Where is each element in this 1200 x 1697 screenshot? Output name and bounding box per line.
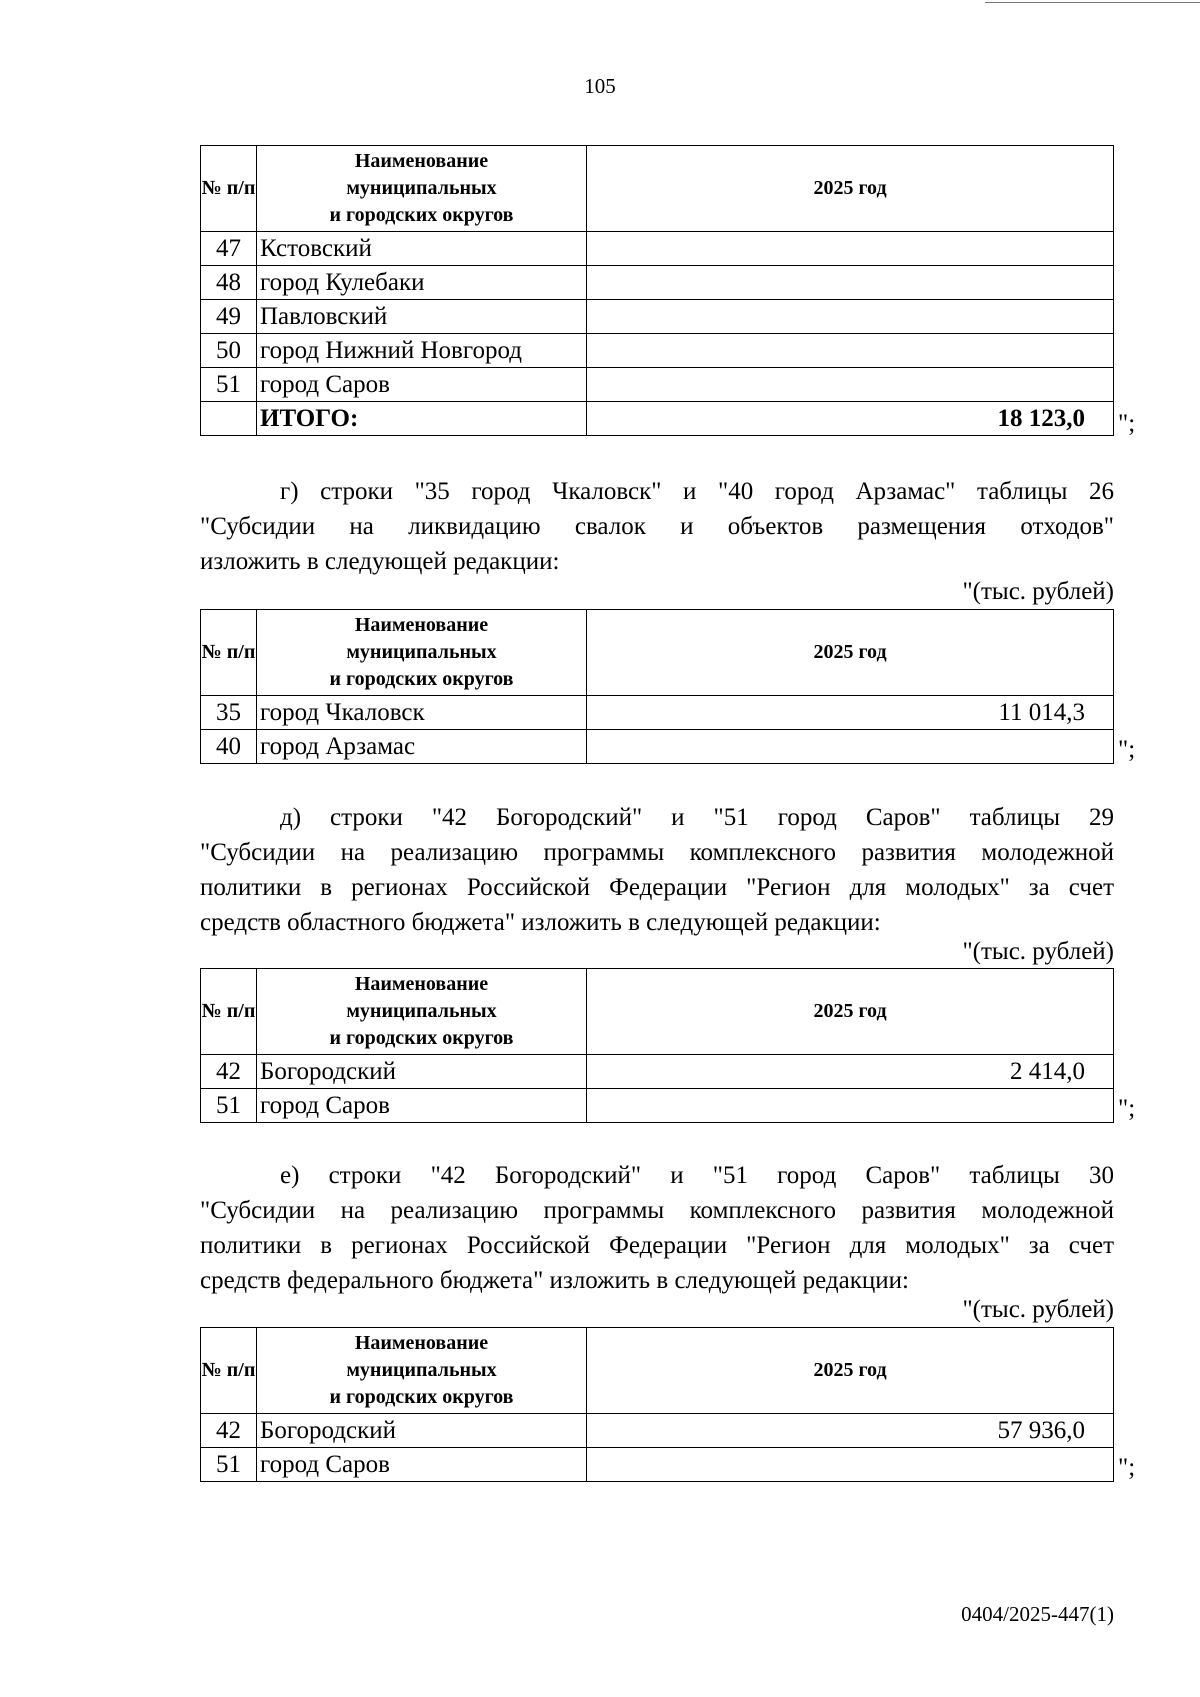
header-num: № п/п xyxy=(201,146,257,232)
total-row xyxy=(201,402,1114,436)
paragraph-e: е) строки "42 Богородский" и "51 город Саров" таблицы 30 "Субсидии на реализацию программы комплексного развития молодежной политики в регионах Российской Федерации "Регион для молодых" за счет средств федерального бюджета" изложить в следующей редакции: xyxy=(200,1162,1114,1294)
header-name: Наименование муниципальных и городских округов xyxy=(257,1328,587,1414)
header-num: № п/п xyxy=(201,1328,257,1414)
table-row: 42 Богородский 2 414,0 xyxy=(201,1055,1114,1089)
header-year: 2025 год xyxy=(587,1328,1114,1414)
header-year: 2025 год xyxy=(587,610,1114,696)
close-quote: "; xyxy=(1118,1095,1136,1122)
paragraph-d: д) строки "42 Богородский" и "51 город Саров" таблицы 29 "Субсидии на реализацию программы комплексного развития молодежной политики в регионах Российской Федерации "Регион для молодых" за счет средств областного бюджета" изложить в следующей редакции: xyxy=(200,804,1114,936)
header-name: Наименование муниципальных и городских округов xyxy=(257,610,587,696)
close-quote: "; xyxy=(1118,410,1136,437)
close-quote: "; xyxy=(1118,1454,1136,1481)
units-label: "(тыс. рублей) xyxy=(962,578,1114,605)
table-row: 49 Павловский xyxy=(201,300,1114,334)
total-value: 18 123,0 xyxy=(587,402,1114,436)
top-border-line xyxy=(985,2,1200,3)
table-row: 51 город Саров xyxy=(201,1089,1114,1123)
table-1 xyxy=(200,145,1114,436)
header-num: № п/п xyxy=(201,610,257,696)
table-2 xyxy=(200,609,1114,764)
header-name: Наименование муниципальных и городских округов xyxy=(257,146,587,232)
table-4 xyxy=(200,1327,1114,1482)
header-year: 2025 год xyxy=(587,969,1114,1055)
header-num: № п/п xyxy=(201,969,257,1055)
table-header-row xyxy=(201,969,1114,1055)
table-3 xyxy=(200,968,1114,1123)
table-row: 35 город Чкаловск 11 014,3 xyxy=(201,696,1114,730)
table-header-row xyxy=(201,1328,1114,1414)
table-row: 51 город Саров xyxy=(201,368,1114,402)
total-label: ИТОГО: xyxy=(257,402,587,436)
units-label: "(тыс. рублей) xyxy=(962,1296,1114,1323)
document-code: 0404/2025-447(1) xyxy=(961,1602,1114,1626)
table-row: 51 город Саров xyxy=(201,1448,1114,1482)
table-row: 50 город Нижний Новгород xyxy=(201,334,1114,368)
header-year: 2025 год xyxy=(587,146,1114,232)
page-number: 105 xyxy=(584,74,616,98)
units-label: "(тыс. рублей) xyxy=(962,938,1114,965)
table-row: 40 город Арзамас xyxy=(201,730,1114,764)
header-name: Наименование муниципальных и городских округов xyxy=(257,969,587,1055)
table-row: 48 город Кулебаки xyxy=(201,266,1114,300)
table-header-row xyxy=(201,610,1114,696)
close-quote: "; xyxy=(1118,736,1136,763)
table-header-row xyxy=(201,146,1114,232)
table-row: 47 Кстовский xyxy=(201,232,1114,266)
table-row: 42 Богородский 57 936,0 xyxy=(201,1414,1114,1448)
paragraph-g: г) строки "35 город Чкаловск" и "40 город Арзамас" таблицы 26 "Субсидии на ликвидацию свалок и объектов размещения отходов" изложить в следующей редакции: xyxy=(200,478,1114,575)
